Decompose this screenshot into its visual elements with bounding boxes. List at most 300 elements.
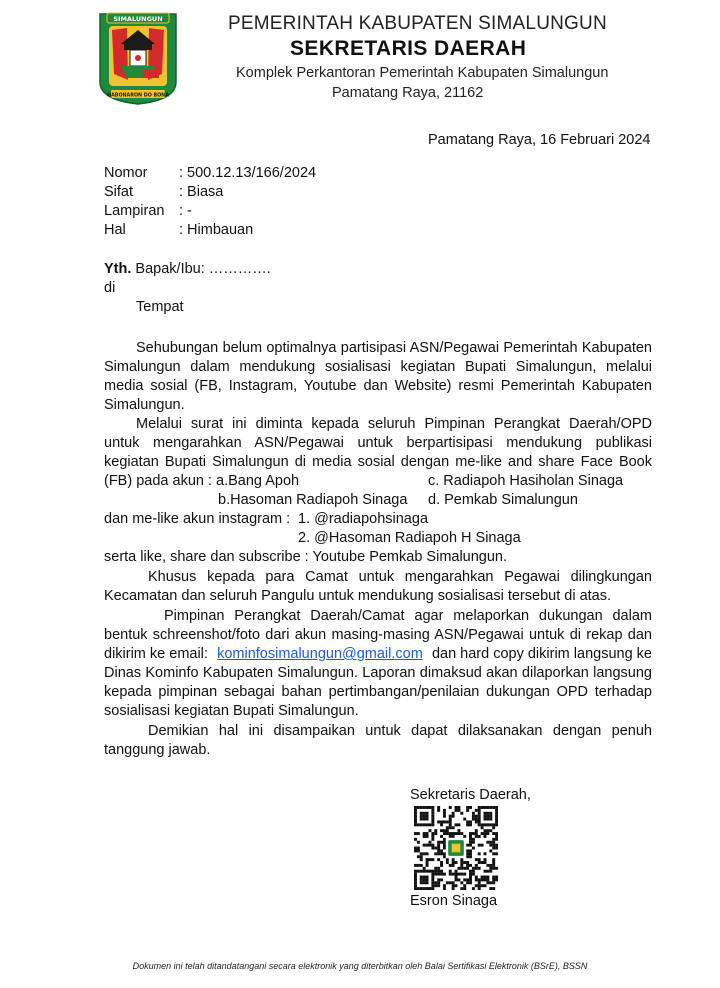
qr-module (463, 867, 466, 870)
qr-module (414, 847, 417, 850)
qr-module (420, 812, 423, 815)
qr-module (489, 829, 492, 832)
qr-module (472, 818, 475, 821)
qr-module (446, 858, 449, 861)
fb-account-d: d. Pemkab Simalungun (428, 492, 578, 508)
qr-module (492, 861, 495, 864)
qr-module (457, 832, 460, 835)
qr-module (475, 876, 478, 879)
qr-module (449, 826, 452, 829)
qr-module (469, 844, 472, 847)
qr-module (414, 878, 417, 881)
qr-module (475, 829, 478, 832)
qr-module (426, 858, 429, 861)
qr-module (484, 806, 487, 809)
qr-module (437, 884, 440, 887)
simalungun-logo (97, 10, 179, 106)
qr-module (489, 849, 492, 852)
qr-module (472, 870, 475, 873)
qr-module (452, 887, 455, 890)
qr-module (426, 832, 429, 835)
qr-module (475, 820, 478, 823)
addressee-yth: Yth. (104, 261, 132, 277)
qr-module (455, 809, 458, 812)
qr-module (452, 861, 455, 864)
signature-name: Esron Sinaga (410, 893, 498, 909)
email-line-suffix: dan hard copy dikirim langsung ke (431, 646, 652, 662)
meta-value-lampiran: : - (179, 203, 192, 219)
qr-module (489, 870, 492, 873)
qr-module (492, 841, 495, 844)
qr-module (484, 876, 487, 879)
qr-module (492, 844, 495, 847)
qr-module (434, 884, 437, 887)
fb-account-b: b.Hasoman Radiapoh Sinaga (218, 492, 408, 508)
body-line: Demikian hal ini disampaikan untuk dapat dilaksanakan dengan penuh (148, 723, 652, 739)
qr-module (466, 849, 469, 852)
qr-module (443, 838, 446, 841)
qr-module (414, 820, 417, 823)
qr-module (428, 841, 431, 844)
qr-module (484, 829, 487, 832)
qr-module (434, 873, 437, 876)
qr-module (420, 823, 423, 826)
qr-module (423, 876, 426, 879)
meta-label-nomor: Nomor (104, 165, 148, 181)
qr-module (489, 823, 492, 826)
qr-module (481, 832, 484, 835)
body-line: Simalungun. (104, 397, 185, 413)
qr-module (417, 864, 420, 867)
qr-module (423, 887, 426, 890)
ig-account-1: 1. @radiapohsinaga (298, 511, 429, 527)
ig-accounts-intro: dan me-like akun instagram : (104, 511, 291, 527)
qr-module (469, 873, 472, 876)
e-signature-footer: Dokumen ini telah ditandatangani secara elektronik yang diterbitkan oleh Balai Sertifikasi Elektronik (BSrE), BSSN (132, 961, 588, 971)
qr-module (495, 878, 498, 881)
qr-module (431, 832, 434, 835)
meta-label-lampiran: Lampiran (104, 203, 165, 219)
qr-module (486, 815, 489, 818)
qr-module (414, 832, 417, 835)
qr-module (446, 829, 449, 832)
qr-module (463, 884, 466, 887)
meta-label-hal: Hal (104, 222, 126, 238)
letterhead-city: Pamatang Raya, 21162 (332, 85, 484, 101)
qr-module (437, 881, 440, 884)
qr-module (423, 832, 426, 835)
body-line: sosialisasi kegiatan Bupati Simalungun. (104, 703, 359, 719)
qr-module (469, 838, 472, 841)
qr-module (460, 864, 463, 867)
qr-module (420, 852, 423, 855)
qr-module (431, 884, 434, 887)
qr-module (472, 867, 475, 870)
qr-module (449, 873, 452, 876)
qr-module (431, 887, 434, 890)
qr-module (478, 806, 481, 809)
qr-module (492, 838, 495, 841)
body-line: kepada pimpinan sebagai bahan pertimbangan/penilaian dukungan OPD terhadap (104, 684, 652, 700)
qr-module (420, 876, 423, 879)
qr-module (417, 887, 420, 890)
qr-module (440, 849, 443, 852)
qr-module (426, 818, 429, 821)
qr-module (492, 832, 495, 835)
qr-module (443, 829, 446, 832)
qr-module (449, 806, 452, 809)
qr-module (414, 884, 417, 887)
addressee-line (104, 260, 271, 279)
qr-module (475, 864, 478, 867)
qr-module (431, 806, 434, 809)
qr-module (478, 861, 481, 864)
qr-module (428, 858, 431, 861)
qr-module (495, 847, 498, 850)
qr-module (478, 818, 481, 821)
qr-module (489, 815, 492, 818)
qr-module (449, 818, 452, 821)
qr-module (492, 876, 495, 879)
letterhead-government: PEMERINTAH KABUPATEN SIMALUNGUN (228, 13, 607, 34)
qr-module (489, 887, 492, 890)
body-line: Khusus kepada para Camat untuk mengarahkan Pegawai dilingkungan (148, 569, 652, 585)
youtube-line: serta like, share dan subscribe : Youtube Pemkab Simalungun. (104, 549, 508, 565)
qr-module (486, 876, 489, 879)
qr-module (414, 818, 417, 821)
qr-module (423, 852, 426, 855)
qr-module (449, 835, 452, 838)
qr-module (478, 881, 481, 884)
qr-module (440, 852, 443, 855)
qr-module (452, 864, 455, 867)
qr-module (466, 878, 469, 881)
qr-module (420, 864, 423, 867)
body-line: bentuk schreenshot/foto dari akun masing-masing ASN/Pegawai untuk di rekap dan (104, 627, 652, 643)
qr-module (420, 858, 423, 861)
addressee-place: Tempat (136, 299, 184, 315)
letterhead-office: SEKRETARIS DAERAH (290, 37, 527, 60)
qr-module (426, 881, 429, 884)
qr-module (434, 829, 437, 832)
qr-module (492, 864, 495, 867)
qr-module (449, 870, 452, 873)
qr-module (484, 812, 487, 815)
qr-module (437, 858, 440, 861)
qr-module (484, 815, 487, 818)
qr-module (417, 841, 420, 844)
qr-module (414, 876, 417, 879)
letterhead-address: Komplek Perkantoran Pemerintah Kabupaten Simalungun (236, 65, 609, 81)
qr-module (440, 861, 443, 864)
qr-module (481, 826, 484, 829)
qr-module (486, 878, 489, 881)
body-line: untuk mengarahkan ASN/Pegawai untuk berpartisipasi mendukung publikasi (104, 435, 652, 451)
qr-module (414, 812, 417, 815)
qr-module (420, 815, 423, 818)
qr-module (472, 841, 475, 844)
qr-module (478, 835, 481, 838)
qr-module (426, 864, 429, 867)
qr-module (484, 884, 487, 887)
qr-module (434, 870, 437, 873)
qr-module (417, 849, 420, 852)
qr-module (417, 823, 420, 826)
qr-module (492, 867, 495, 870)
qr-module (495, 867, 498, 870)
qr-module (414, 815, 417, 818)
qr-module (463, 818, 466, 821)
qr-module (437, 806, 440, 809)
qr-module (457, 829, 460, 832)
qr-module (452, 881, 455, 884)
qr-module (423, 823, 426, 826)
qr-module (443, 852, 446, 855)
qr-module (443, 884, 446, 887)
qr-module (431, 858, 434, 861)
qr-module (449, 823, 452, 826)
qr-module (469, 878, 472, 881)
qr-module (492, 847, 495, 850)
qr-module (495, 815, 498, 818)
qr-module (452, 835, 455, 838)
qr-module (423, 812, 426, 815)
qr-module (469, 864, 472, 867)
qr-module (478, 884, 481, 887)
qr-module (475, 809, 478, 812)
qr-module (478, 815, 481, 818)
qr-module (446, 826, 449, 829)
qr-module (446, 881, 449, 884)
qr-module (475, 884, 478, 887)
qr-module (443, 855, 446, 858)
qr-module (452, 873, 455, 876)
qr-module (449, 820, 452, 823)
qr-module (426, 812, 429, 815)
qr-module (486, 864, 489, 867)
meta-value-sifat: : Biasa (179, 184, 224, 200)
qr-module (452, 858, 455, 861)
qr-module (478, 809, 481, 812)
qr-module (478, 887, 481, 890)
qr-module (481, 806, 484, 809)
qr-module (489, 867, 492, 870)
qr-module (426, 878, 429, 881)
fb-accounts-intro: (FB) pada akun : a.Bang Apoh (104, 473, 300, 489)
qr-module (466, 867, 469, 870)
qr-module (475, 815, 478, 818)
qr-module (484, 861, 487, 864)
qr-module (414, 870, 417, 873)
qr-module (431, 809, 434, 812)
qr-module (431, 815, 434, 818)
qr-module (457, 873, 460, 876)
qr-module (492, 823, 495, 826)
qr-module (420, 818, 423, 821)
qr-module (481, 823, 484, 826)
qr-module (460, 832, 463, 835)
qr-module (443, 809, 446, 812)
qr-module (466, 864, 469, 867)
qr-module (472, 887, 475, 890)
qr-module (443, 815, 446, 818)
qr-module (486, 841, 489, 844)
qr-module (469, 855, 472, 858)
qr-module (434, 852, 437, 855)
qr-module (417, 855, 420, 858)
qr-module (443, 832, 446, 835)
qr-module (446, 861, 449, 864)
qr-module (455, 884, 458, 887)
qr-module (428, 844, 431, 847)
qr-module (417, 832, 420, 835)
qr-module (431, 812, 434, 815)
qr-module (486, 818, 489, 821)
email-line (104, 645, 652, 664)
qr-module (478, 878, 481, 881)
qr-module (449, 881, 452, 884)
qr-module (478, 852, 481, 855)
qr-module (475, 878, 478, 881)
qr-module (426, 852, 429, 855)
qr-module (431, 838, 434, 841)
qr-module (455, 861, 458, 864)
qr-module (484, 858, 487, 861)
qr-module (469, 841, 472, 844)
qr-module (426, 861, 429, 864)
qr-module (455, 806, 458, 809)
qr-module (463, 835, 466, 838)
qr-module (495, 832, 498, 835)
qr-module (486, 832, 489, 835)
qr-module (426, 844, 429, 847)
qr-module (437, 849, 440, 852)
qr-module (431, 847, 434, 850)
qr-module (492, 852, 495, 855)
qr-module (440, 829, 443, 832)
qr-module (455, 878, 458, 881)
qr-module (475, 818, 478, 821)
qr-module (426, 876, 429, 879)
qr-module (486, 829, 489, 832)
qr-module (463, 887, 466, 890)
qr-module (478, 823, 481, 826)
body-line: Dinas Kominfo Kabupaten Simalungun. Laporan dimaksud akan dilaporkan langsung (104, 665, 652, 681)
qr-module (431, 818, 434, 821)
qr-module (486, 881, 489, 884)
qr-module (446, 832, 449, 835)
qr-module (437, 867, 440, 870)
qr-module (440, 841, 443, 844)
qr-module (455, 873, 458, 876)
qr-module (455, 823, 458, 826)
qr-module (472, 838, 475, 841)
qr-module (457, 806, 460, 809)
qr-module (469, 832, 472, 835)
qr-module (452, 832, 455, 835)
signature-title: Sekretaris Daerah, (410, 787, 531, 803)
meta-value-nomor: : 500.12.13/166/2024 (179, 165, 317, 181)
qr-module (431, 878, 434, 881)
qr-module (420, 806, 423, 809)
qr-module (440, 864, 443, 867)
qr-module (455, 832, 458, 835)
qr-module (440, 873, 443, 876)
qr-module (460, 861, 463, 864)
qr-module (452, 812, 455, 815)
qr-module (495, 823, 498, 826)
qr-module (452, 815, 455, 818)
qr-module (481, 884, 484, 887)
qr-module (414, 806, 417, 809)
qr-module (486, 812, 489, 815)
qr-module (437, 847, 440, 850)
qr-module (423, 844, 426, 847)
qr-module (423, 867, 426, 870)
qr-module (428, 887, 431, 890)
qr-module (469, 870, 472, 873)
qr-module (443, 844, 446, 847)
addressee-di: di (104, 280, 116, 296)
qr-module (492, 826, 495, 829)
qr-module (481, 878, 484, 881)
qr-module (449, 832, 452, 835)
qr-module (440, 820, 443, 823)
qr-module (469, 876, 472, 879)
qr-module (426, 823, 429, 826)
qr-module (437, 852, 440, 855)
qr-module (414, 887, 417, 890)
qr-module (437, 820, 440, 823)
qr-module (495, 838, 498, 841)
qr-module (414, 823, 417, 826)
qr-module (484, 823, 487, 826)
qr-module (495, 844, 498, 847)
qr-module (426, 806, 429, 809)
ig-account-2: 2. @Hasoman Radiapoh H Sinaga (298, 530, 521, 546)
qr-module (460, 812, 463, 815)
body-line: kegiatan Bupati Simalungun di media sosial dengan me-like and share Face Book (104, 454, 652, 470)
email-link[interactable]: kominfosimalungun@gmail.com (217, 646, 423, 662)
qr-module (428, 806, 431, 809)
qr-module (469, 820, 472, 823)
qr-module (492, 887, 495, 890)
qr-module (484, 870, 487, 873)
qr-module (484, 832, 487, 835)
qr-module (463, 878, 466, 881)
qr-module (466, 820, 469, 823)
qr-module (431, 881, 434, 884)
letter-date: Pamatang Raya, 16 Februari 2024 (428, 132, 651, 148)
qr-module (475, 858, 478, 861)
qr-module (478, 844, 481, 847)
qr-module (478, 858, 481, 861)
qr-module (475, 832, 478, 835)
qr-module (466, 881, 469, 884)
qr-module (434, 847, 437, 850)
qr-module (466, 844, 469, 847)
qr-module (466, 852, 469, 855)
qr-module (431, 876, 434, 879)
qr-module (475, 835, 478, 838)
qr-module (414, 838, 417, 841)
qr-module (437, 844, 440, 847)
qr-module (423, 815, 426, 818)
qr-module (440, 878, 443, 881)
qr-module (460, 887, 463, 890)
qr-module (440, 823, 443, 826)
qr-module (446, 820, 449, 823)
